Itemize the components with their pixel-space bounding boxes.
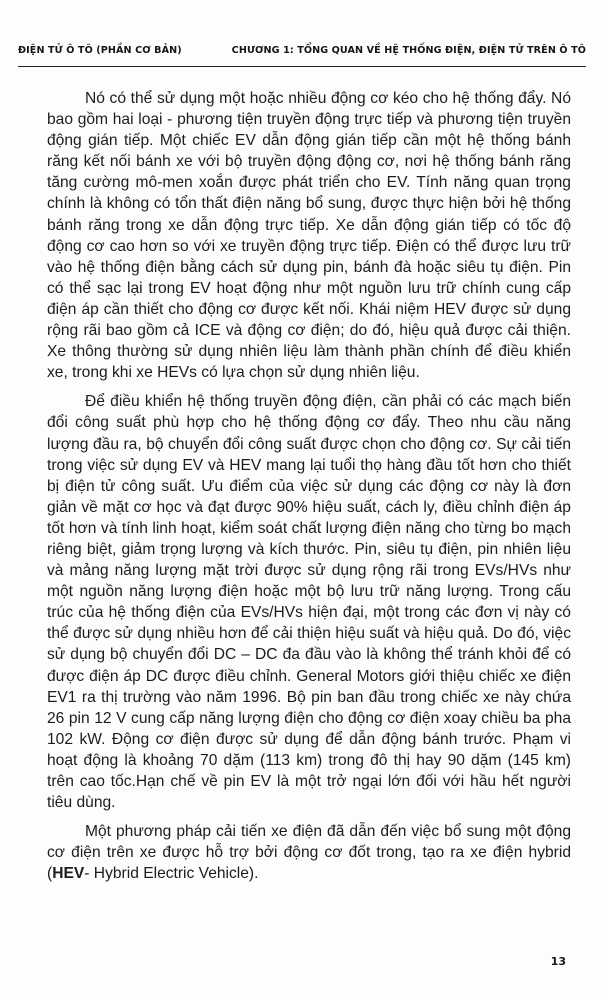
page-number: 13 [550, 955, 566, 968]
paragraph-3-text: Một phương pháp cải tiến xe điện đã dẫn đến việc bổ sung một động cơ điện trên xe được hỗ trợ bởi động cơ đốt trong, tạo ra xe điện hybrid ( [47, 823, 571, 883]
header-divider [18, 66, 586, 67]
paragraph-2: Để điều khiển hệ thống truyền động điện, cần phải có các mạch biến đổi công suất phù hợp cho hệ thống động cơ đẩy. Theo nhu cầu năng lượng đầu ra, bộ chuyển đổi công suất được chọn cho động cơ. Sự cải tiến trong việc sử dụng EV và HEV mang lại tuổi thọ hàng đầu tốt hơn cho thiết bị điện tử công suất. Ưu điểm của việc sử dụng các động cơ này là đơn giản về mặt cơ học và đạt được 90% hiệu suất, cách ly, điều chỉnh điện áp tốt hơn và tính linh hoạt, kiểm soát chất lượng điện năng cho từng bo mạch riêng biệt, giảm trọng lượng và kích thước. Pin, siêu tụ điện, pin nhiên liệu và mảng năng lượng mặt trời được sử dụng rộng rãi trong EVs/HVs như một nguồn năng lượng điện hoặc một bộ lưu trữ năng lượng. Trong cấu trúc của hệ thống điện của EVs/HVs hiện đại, một trong các đơn vị này có thể được sử dụng nhiều hơn để cải thiện hiệu suất và hiệu quả. Do đó, việc sử dụng bộ chuyển đổi DC – DC đa đầu vào là không thể tránh khỏi để có được điện áp DC được điều chỉnh. General Motors giới thiệu chiếc xe điện EV1 ra thị trường vào năm 1996. Bộ pin ban đầu trong chiếc xe này chứa 26 pin 12 V cung cấp năng lượng điện cho động cơ điện xoay chiều ba pha 102 kW. Động cơ điện được sử dụng để dẫn động bánh trước. Phạm vi hoạt động là khoảng 70 dặm (113 km) trong đô thị hay 90 dặm (145 km) trên cao tốc.Hạn chế về pin EV là một trở ngại lớn đối với hầu hết người tiêu dùng. [47, 393, 571, 812]
paragraph-3 [47, 821, 571, 884]
page-body [47, 88, 571, 884]
running-header [18, 45, 586, 61]
paragraph-3-tail: - Hybrid Electric Vehicle). [84, 865, 259, 883]
hev-term: HEV [52, 865, 85, 883]
book-title-header: ĐIỆN TỬ Ô TÔ (PHẦN CƠ BẢN) [18, 45, 182, 56]
chapter-title-header: CHƯƠNG 1: TỔNG QUAN VỀ HỆ THỐNG ĐIỆN, ĐIỆN TỬ TRÊN Ô TÔ [231, 45, 586, 56]
paragraph-1: Nó có thể sử dụng một hoặc nhiều động cơ kéo cho hệ thống đẩy. Nó bao gồm hai loại - phương tiện truyền động trực tiếp và phương tiện truyền động gián tiếp. Một chiếc EV dẫn động gián tiếp cần một hệ thống bánh răng kết nối bánh xe với bộ truyền động động cơ, nơi hệ thống bánh răng tăng cường mô-men xoắn được phát triển cho EV. Tính năng quan trọng chính là không có tổn thất điện năng bổ sung, được thực hiện bởi hệ thống bánh răng trong xe dẫn động trực tiếp. Xe dẫn động gián tiếp có tốc độ động cơ cao hơn so với xe truyền động trực tiếp. Điện có thể được lưu trữ vào hệ thống điện bằng cách sử dụng pin, bánh đà hoặc siêu tụ điện. Pin có thể sạc lại trong EV hoạt động như một nguồn lưu trữ chính cung cấp điện áp cần thiết cho động cơ được kết nối. Khái niệm HEV được sử dụng rộng rãi bao gồm cả ICE và động cơ điện; do đó, hiệu quả được cải thiện. Xe thông thường sử dụng nhiên liệu làm thành phần chính để điều khiển xe, trong khi xe HEVs có lựa chọn sử dụng nhiên liệu. [47, 90, 571, 382]
